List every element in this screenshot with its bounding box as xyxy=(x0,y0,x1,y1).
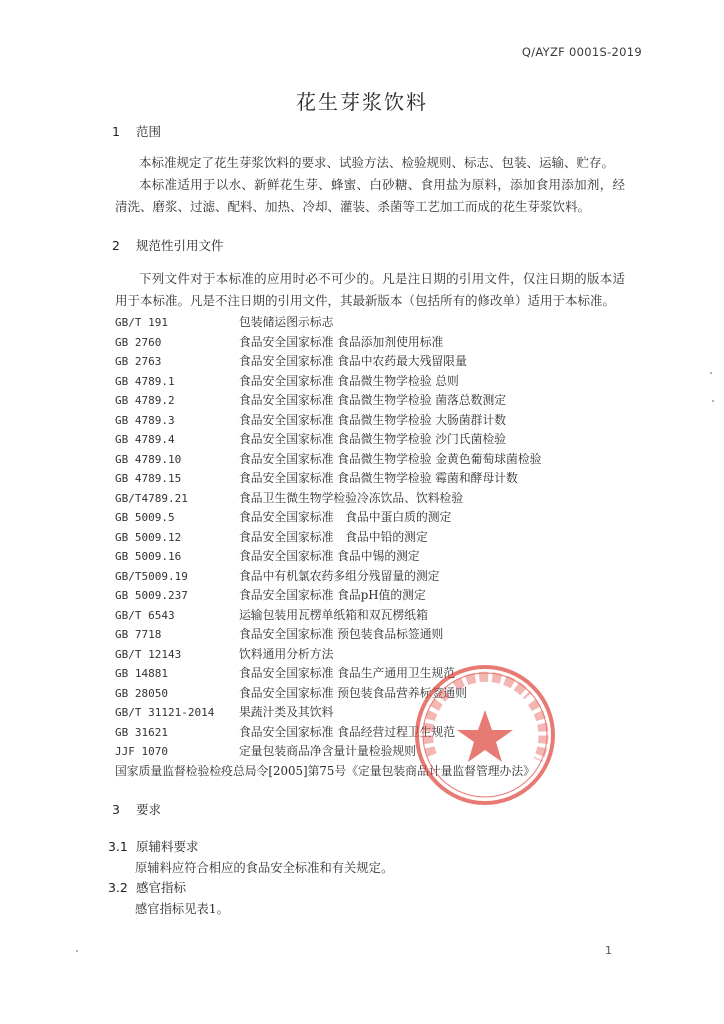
reference-title: 食品安全国家标准 食品中蛋白质的测定 xyxy=(239,510,452,524)
reference-title: 食品安全国家标准 食品微生物学检验 沙门氏菌检验 xyxy=(239,432,507,446)
reference-title: 食品安全国家标准 食品中农药最大残留限量 xyxy=(239,354,467,368)
subsection-title: 原辅料要求 xyxy=(136,839,199,854)
reference-row xyxy=(115,469,635,489)
paragraph: 下列文件对于本标准的应用时必不可少的。凡是注日期的引用文件，仅注日期的版本适用于本标准。凡是不注日期的引用文件，其最新版本（包括所有的修改单）适用于本标准。 xyxy=(115,271,625,308)
section-1-body xyxy=(115,152,625,218)
paragraph: 本标准适用于以水、新鲜花生芽、蜂蜜、白砂糖、食用盐为原料，添加食用添加剂，经清洗、磨浆、过滤、配料、加热、冷却、灌装、杀菌等工艺加工而成的花生芽浆饮料。 xyxy=(115,177,625,214)
reference-row xyxy=(115,586,635,606)
reference-title: 食品安全国家标准 食品添加剂使用标准 xyxy=(239,334,444,349)
reference-row xyxy=(115,489,635,509)
reference-code: GB 4789.2 xyxy=(115,394,175,407)
subsection-title: 感官指标 xyxy=(136,880,187,895)
reference-code: GB 2760 xyxy=(115,335,162,349)
subsection-3-2-text: 感官指标见表1。 xyxy=(135,902,229,916)
subsection-number: 3.1 xyxy=(108,839,128,854)
reference-title: 食品安全国家标准 预包装食品标签通则 xyxy=(239,627,444,641)
section-number: 1 xyxy=(112,124,120,139)
reference-title: 食品安全国家标准 食品经营过程卫生规范 xyxy=(239,724,456,739)
reference-title: 饮料通用分析方法 xyxy=(239,646,334,661)
seal-lettering-mark xyxy=(455,677,528,696)
reference-row xyxy=(115,313,635,333)
reference-row xyxy=(115,508,635,528)
reference-code: GB/T 12143 xyxy=(115,647,182,661)
document-code: Q/AYZF 0001S-2019 xyxy=(521,45,642,59)
reference-code: GB/T 191 xyxy=(115,316,168,329)
reference-title: 食品安全国家标准 食品微生物学检验 大肠菌群计数 xyxy=(239,412,507,427)
reference-code: GB/T5009.19 xyxy=(115,569,188,583)
reference-row xyxy=(115,606,635,626)
section-number: 2 xyxy=(112,238,120,253)
reference-code: JJF 1070 xyxy=(115,745,168,758)
reference-note: 国家质量监督检验检疫总局令[2005]第75号《定量包装商品计量监督管理办法》 xyxy=(115,764,535,778)
scan-speck xyxy=(76,950,78,952)
reference-code: GB 4789.3 xyxy=(115,413,175,427)
reference-title: 食品安全国家标准 食品生产通用卫生规范 xyxy=(239,666,456,680)
reference-code: GB 5009.16 xyxy=(115,550,182,563)
section-title: 要求 xyxy=(136,802,162,817)
section-3-heading xyxy=(112,800,161,818)
reference-row xyxy=(115,411,635,431)
reference-title: 包装储运图示标志 xyxy=(239,315,334,329)
reference-code: GB 5009.237 xyxy=(115,589,188,602)
reference-row xyxy=(115,430,635,450)
section-title: 范围 xyxy=(136,124,162,139)
scan-speck xyxy=(712,400,714,402)
paragraph: 本标准规定了花生芽浆饮料的要求、试验方法、检验规则、标志、包装、运输、贮存。 xyxy=(139,155,615,170)
subsection-3-2-heading xyxy=(108,878,186,896)
reference-title: 运输包装用瓦楞单纸箱和双瓦楞纸箱 xyxy=(239,607,428,622)
section-2-heading xyxy=(112,236,224,254)
reference-title: 食品安全国家标准 食品微生物学检验 总则 xyxy=(239,373,459,388)
reference-title: 食品安全国家标准 食品中铅的测定 xyxy=(239,529,428,544)
reference-code: GB 4789.1 xyxy=(115,374,175,388)
reference-row xyxy=(115,547,635,567)
reference-row xyxy=(115,528,635,548)
reference-title: 食品安全国家标准 食品中锡的测定 xyxy=(239,549,420,563)
reference-code: GB/T 6543 xyxy=(115,608,175,622)
reference-title: 食品中有机氯农药多组分残留量的测定 xyxy=(239,568,440,583)
reference-row xyxy=(115,372,635,392)
reference-code: GB 28050 xyxy=(115,686,168,700)
reference-row xyxy=(115,391,635,411)
reference-code: GB 4789.15 xyxy=(115,472,182,485)
reference-code: GB 14881 xyxy=(115,667,168,680)
reference-code: GB 4789.10 xyxy=(115,452,182,466)
section-title: 规范性引用文件 xyxy=(136,238,224,253)
reference-code: GB 4789.4 xyxy=(115,433,175,446)
page-number: 1 xyxy=(605,944,612,957)
document-title: 花生芽浆饮料 xyxy=(296,90,428,114)
reference-title: 食品安全国家标准 食品微生物学检验 金黄色葡萄球菌检验 xyxy=(239,451,542,466)
reference-title: 果蔬汁类及其饮料 xyxy=(239,705,334,719)
subsection-number: 3.2 xyxy=(108,880,128,895)
reference-row xyxy=(115,333,635,353)
reference-code: GB 5009.5 xyxy=(115,511,175,524)
subsection-3-1-heading xyxy=(108,837,199,855)
reference-code: GB 5009.12 xyxy=(115,530,182,544)
reference-row xyxy=(115,450,635,470)
section-2-intro xyxy=(115,268,625,312)
reference-title: 食品安全国家标准 食品微生物学检验 霉菌和酵母计数 xyxy=(239,471,518,485)
reference-title: 食品安全国家标准 预包装食品营养标签通则 xyxy=(239,685,467,700)
reference-code: GB 31621 xyxy=(115,725,168,739)
reference-code: GB/T4789.21 xyxy=(115,491,188,505)
section-number: 3 xyxy=(112,802,120,817)
reference-code: GB 7718 xyxy=(115,628,162,641)
reference-row xyxy=(115,352,635,372)
reference-title: 食品安全国家标准 食品pH值的测定 xyxy=(239,588,426,602)
reference-title: 食品卫生微生物学检验冷冻饮品、饮料检验 xyxy=(239,490,464,505)
seal-star-icon xyxy=(457,710,513,762)
scan-speck xyxy=(710,372,712,374)
section-1-heading xyxy=(112,122,161,140)
reference-title: 定量包装商品净含量计量检验规则 xyxy=(239,744,416,758)
reference-row xyxy=(115,567,635,587)
reference-code: GB/T 31121-2014 xyxy=(115,706,215,719)
reference-code: GB 2763 xyxy=(115,355,162,368)
reference-row xyxy=(115,625,635,645)
company-seal xyxy=(410,660,560,810)
seal-lettering-mark xyxy=(532,702,543,760)
reference-title: 食品安全国家标准 食品微生物学检验 菌落总数测定 xyxy=(239,393,507,407)
subsection-3-1-text: 原辅料应符合相应的食品安全标准和有关规定。 xyxy=(135,861,394,875)
seal-lettering-mark xyxy=(428,690,450,755)
